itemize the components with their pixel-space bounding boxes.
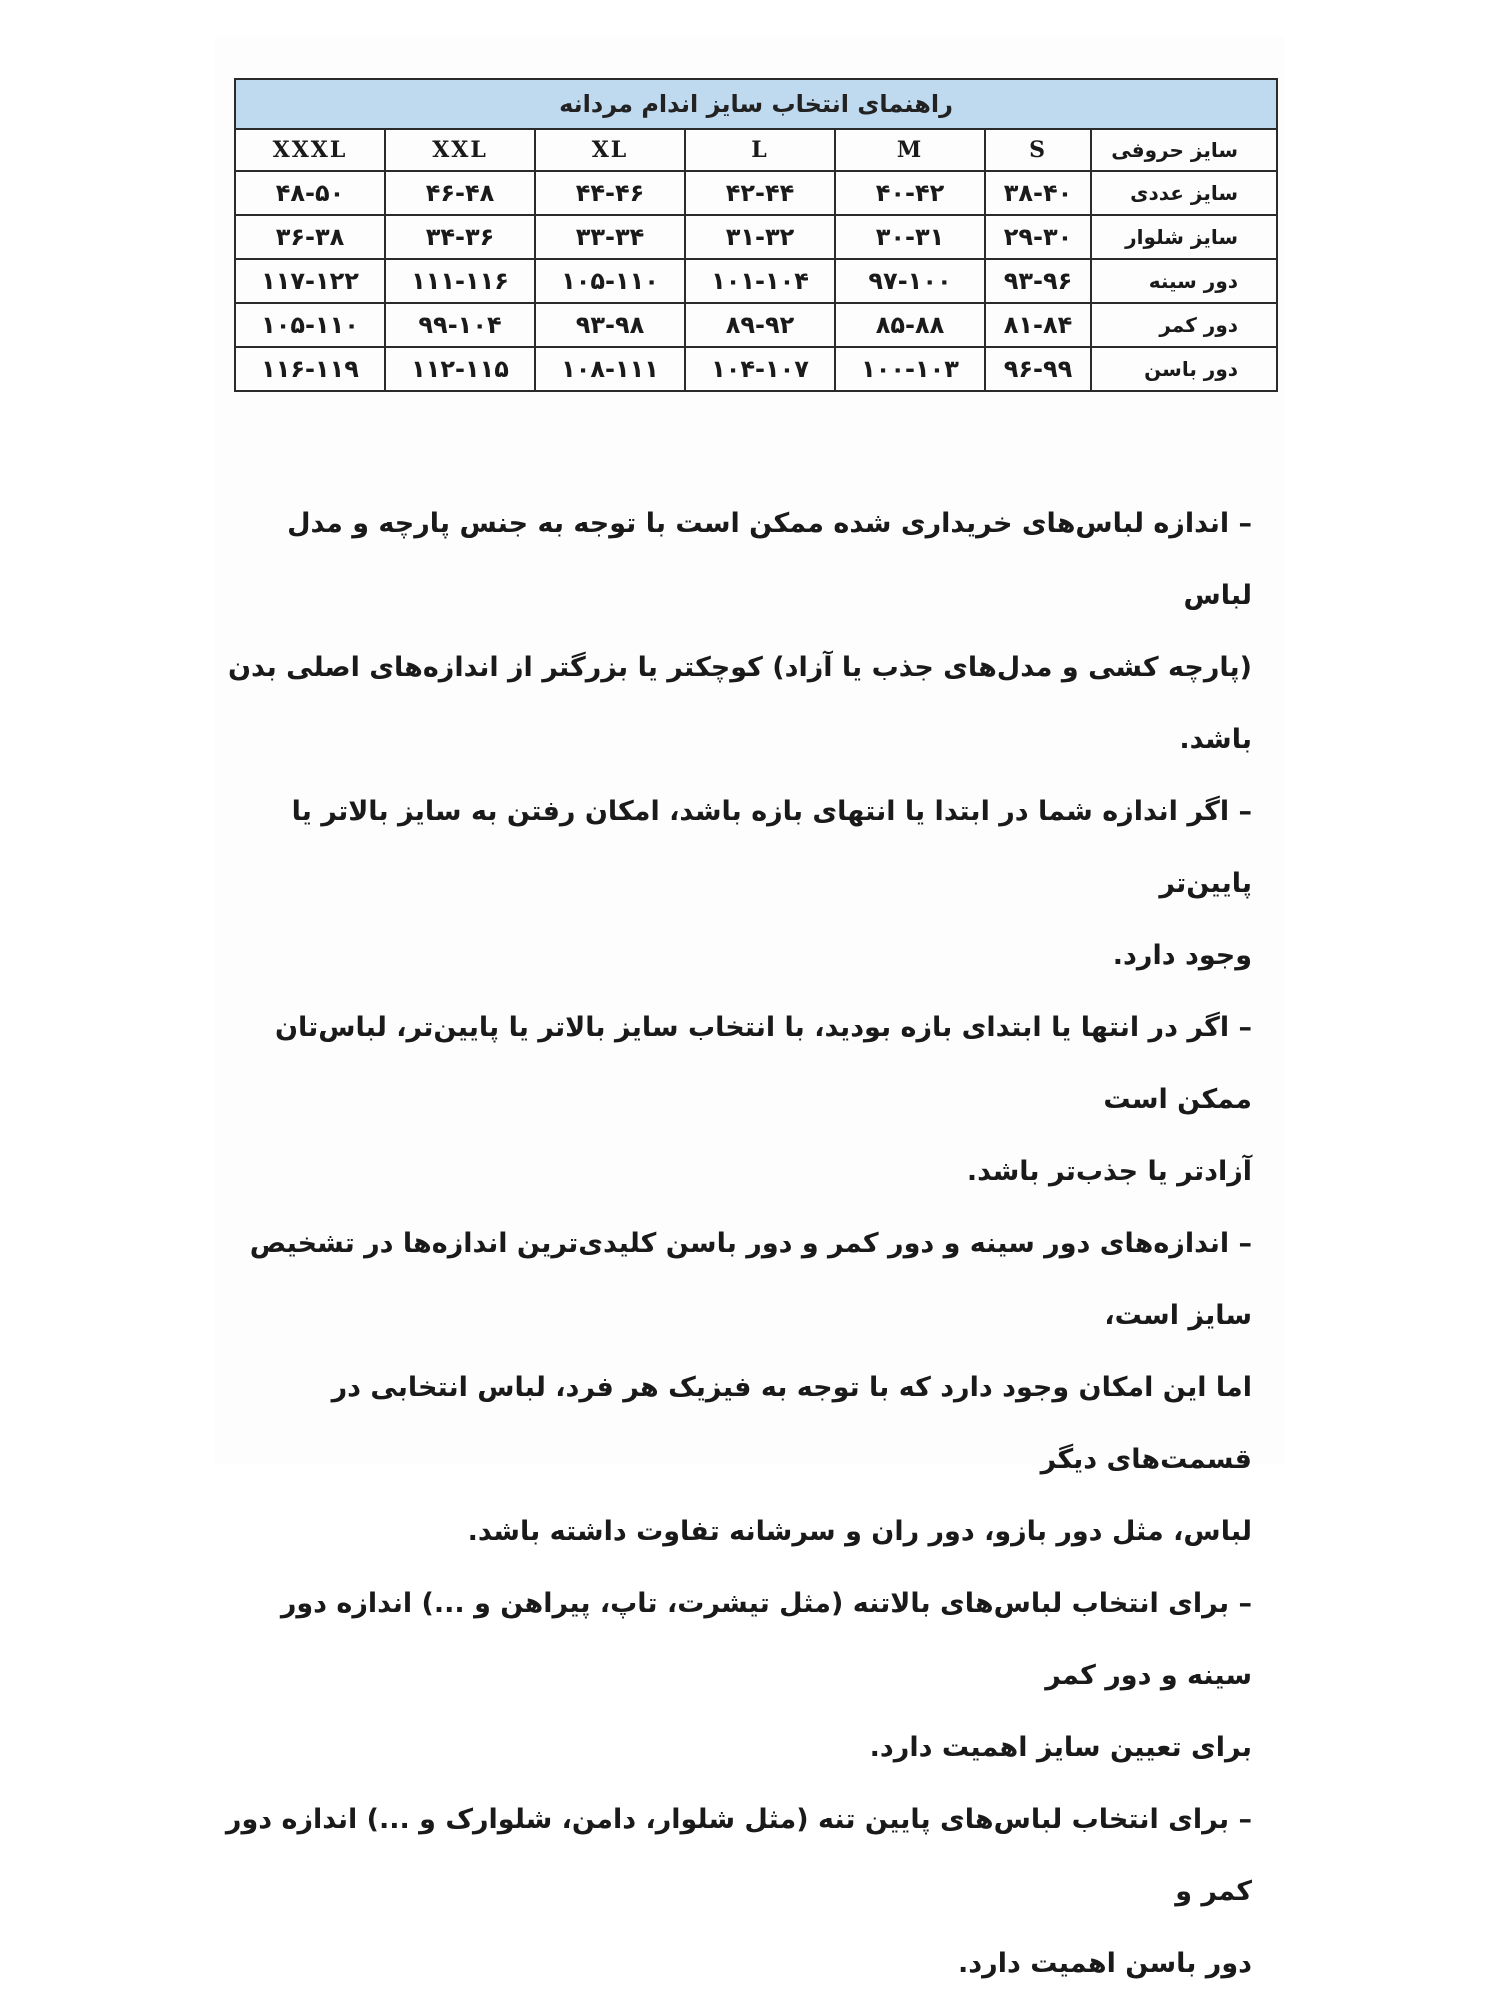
note-line: – اندازه لباس‌های خریداری شده ممکن است با توجه به جنس پارچه و مدل لباس (287, 508, 1252, 611)
table-row-chest (235, 259, 1277, 303)
note-line: آزادتر یا جذب‌تر باشد. (966, 1156, 1252, 1187)
table-header-row (235, 129, 1277, 171)
table-cell: ۴۰-۴۲ (835, 171, 985, 215)
table-cell: ۱۰۴-۱۰۷ (685, 347, 835, 391)
note-line: – برای انتخاب لباس‌های بالاتنه (مثل تیشرت، تاپ، پیراهن و ...) اندازه دور سینه و دور کمر (280, 1588, 1252, 1691)
note-line: لباس، مثل دور بازو، دور ران و سرشانه تفاوت داشته باشد. (467, 1516, 1252, 1547)
table-cell: ۴۸-۵۰ (235, 171, 385, 215)
table-cell: ۱۰۰-۱۰۳ (835, 347, 985, 391)
row-label-letter-size: سایز حروفی (1091, 129, 1277, 171)
table-cell: ۳۴-۳۶ (385, 215, 535, 259)
table-cell: ۹۳-۹۶ (985, 259, 1091, 303)
size-header-l: L (685, 129, 835, 171)
size-header-s: S (985, 129, 1091, 171)
table-cell: ۴۶-۴۸ (385, 171, 535, 215)
note-line: اما این امکان وجود دارد که با توجه به فیزیک هر فرد، لباس انتخابی در قسمت‌های دیگر (331, 1372, 1252, 1475)
table-cell: ۱۱۶-۱۱۹ (235, 347, 385, 391)
table-row-waist (235, 303, 1277, 347)
size-header-xl: XL (535, 129, 685, 171)
table-cell: ۱۰۵-۱۱۰ (535, 259, 685, 303)
table-cell: ۲۹-۳۰ (985, 215, 1091, 259)
note-line: – برای انتخاب لباس‌های پایین تنه (مثل شلوار، دامن، شلوارک و ...) اندازه دور کمر و (225, 1804, 1252, 1907)
row-label: سایز عددی (1091, 171, 1277, 215)
table-cell: ۸۱-۸۴ (985, 303, 1091, 347)
note-line: برای تعیین سایز اهمیت دارد. (869, 1732, 1252, 1763)
table-cell: ۱۱۱-۱۱۶ (385, 259, 535, 303)
table-cell: ۳۳-۳۴ (535, 215, 685, 259)
table-row-pants-size (235, 215, 1277, 259)
size-notes (222, 488, 1252, 2000)
table-cell: ۹۷-۱۰۰ (835, 259, 985, 303)
table-cell: ۸۵-۸۸ (835, 303, 985, 347)
size-header-xxxl: XXXL (235, 129, 385, 171)
row-label: دور سینه (1091, 259, 1277, 303)
row-label: سایز شلوار (1091, 215, 1277, 259)
table-cell: ۱۰۵-۱۱۰ (235, 303, 385, 347)
table-cell: ۳۶-۳۸ (235, 215, 385, 259)
note-line: – اندازه‌های دور سینه و دور کمر و دور باسن کلیدی‌ترین اندازه‌ها در تشخیص سایز است، (249, 1228, 1252, 1331)
table-title: راهنمای انتخاب سایز اندام مردانه (235, 79, 1277, 129)
note-line: (پارچه کشی و مدل‌های جذب یا آزاد) کوچکتر یا بزرگتر از اندازه‌های اصلی بدن باشد. (228, 652, 1252, 755)
note-line: – اگر اندازه شما در ابتدا یا انتهای بازه باشد، امکان رفتن به سایز بالاتر یا پایین‌تر (291, 796, 1252, 899)
table-cell: ۳۱-۳۲ (685, 215, 835, 259)
note-line: وجود دارد. (1112, 940, 1252, 971)
note-line: – اگر در انتها یا ابتدای بازه بودید، با انتخاب سایز بالاتر یا پایین‌تر، لباس‌تان ممکن است (274, 1012, 1252, 1115)
table-row-hip (235, 347, 1277, 391)
table-cell: ۱۰۸-۱۱۱ (535, 347, 685, 391)
table-cell: ۱۰۱-۱۰۴ (685, 259, 835, 303)
size-guide-table (234, 78, 1278, 392)
table-cell: ۹۳-۹۸ (535, 303, 685, 347)
table-row-numeric-size (235, 171, 1277, 215)
row-label: دور کمر (1091, 303, 1277, 347)
table-cell: ۱۱۷-۱۲۲ (235, 259, 385, 303)
size-header-m: M (835, 129, 985, 171)
table-cell: ۴۲-۴۴ (685, 171, 835, 215)
table-cell: ۳۰-۳۱ (835, 215, 985, 259)
table-cell: ۳۸-۴۰ (985, 171, 1091, 215)
size-header-xxl: XXL (385, 129, 535, 171)
table-cell: ۸۹-۹۲ (685, 303, 835, 347)
table-cell: ۹۹-۱۰۴ (385, 303, 535, 347)
table-cell: ۴۴-۴۶ (535, 171, 685, 215)
table-cell: ۹۶-۹۹ (985, 347, 1091, 391)
table-cell: ۱۱۲-۱۱۵ (385, 347, 535, 391)
row-label: دور باسن (1091, 347, 1277, 391)
note-line: دور باسن اهمیت دارد. (958, 1948, 1252, 1979)
